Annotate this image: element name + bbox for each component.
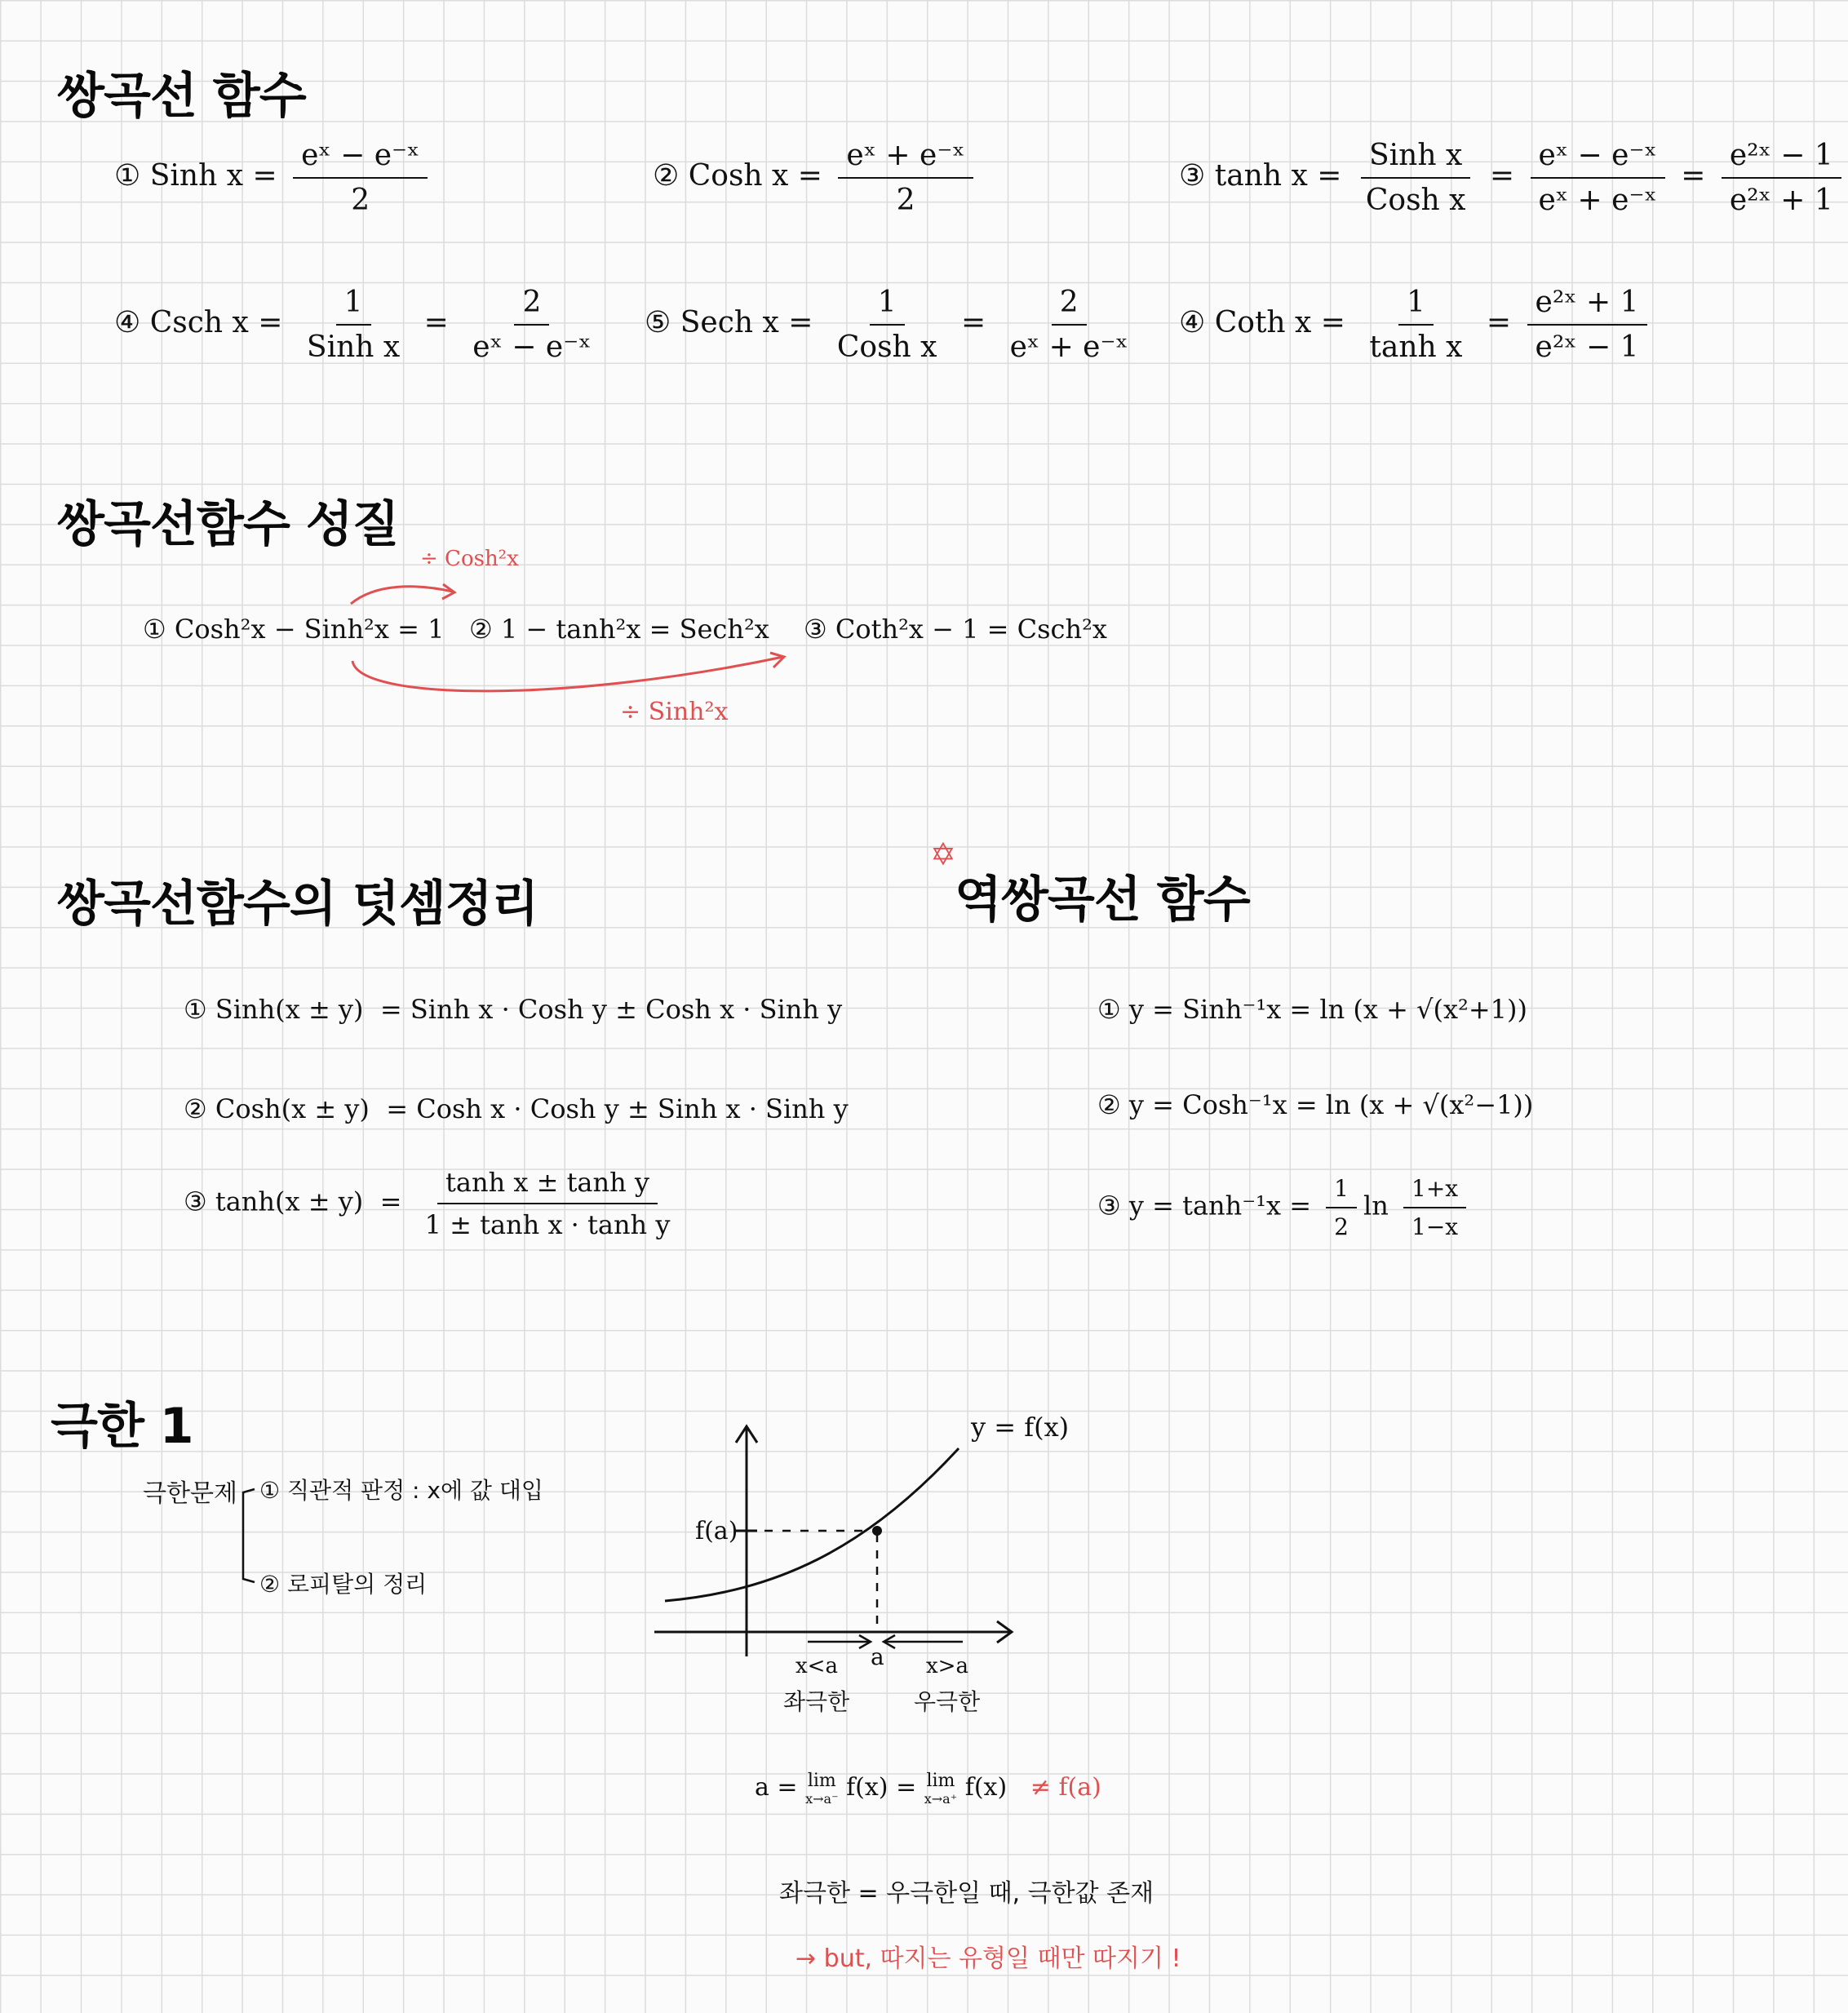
- limit-note-1: 좌극한 = 우극한일 때, 극한값 존재: [779, 1879, 1154, 1908]
- addition-3: ③ tanh(x ± y) = $\frac{\text{tanh x ± tanh y}}{\text{1 ± tanh x · tanh y}}$: [184, 1167, 671, 1240]
- fa-label: f(a): [695, 1517, 738, 1545]
- left-cond-label: x<a: [795, 1654, 838, 1678]
- inverse-1: ① y = Sinh⁻¹x = ln (x + √(x²+1)): [1097, 994, 1527, 1025]
- right-cond-label: x>a: [926, 1654, 968, 1678]
- section-title-hyperbolic: 쌍곡선 함수: [57, 68, 306, 125]
- num: ①: [114, 159, 141, 193]
- def-csch: ④ Csch x = $\frac{1}{\text{Sinh x}}$ = $\frac{2}{\text{eˣ − e⁻ˣ}}$: [114, 286, 592, 364]
- left-limit-name: 좌극한: [783, 1688, 850, 1715]
- arrow-bottom-label: ÷ Sinh²x: [620, 698, 729, 726]
- star-icon: ✡: [930, 836, 956, 872]
- lhs: Sinh x =: [149, 159, 277, 193]
- addition-2: ② Cosh(x ± y) = Cosh x · Cosh y ± Sinh x · Sinh y: [184, 1093, 849, 1124]
- arrow-top: [351, 587, 453, 604]
- curve-label: y = f(x): [971, 1412, 1070, 1443]
- limit-branch-2: ② 로피탈의 정리: [259, 1571, 428, 1598]
- limit-branch-1: ① 직관적 판정 : x에 값 대입: [259, 1477, 543, 1504]
- section-title-limit: 극한 1: [51, 1398, 193, 1455]
- def-sech: ⑤ Sech x = $\frac{1}{\text{Cosh x}}$ = $\frac{2}{\text{eˣ + e⁻ˣ}}$: [645, 286, 1128, 364]
- inverse-2: ② y = Cosh⁻¹x = ln (x + √(x²−1)): [1097, 1089, 1534, 1120]
- property-2: ② 1 − tanh²x = Sech²x: [469, 614, 769, 645]
- right-limit-name: 우극한: [914, 1688, 981, 1715]
- def-sinh: ① Sinh x = $\frac{\text{eˣ − e⁻ˣ}}{2}$: [114, 139, 434, 217]
- arrow-top-label: ÷ Cosh²x: [420, 547, 519, 571]
- property-1: ① Cosh²x − Sinh²x = 1: [143, 614, 445, 645]
- section-title-inverse: 역쌍곡선 함수: [955, 871, 1250, 929]
- def-coth: ④ Coth x = $\frac{1}{\text{tanh x}}$ = $\frac{\text{e²ˣ + 1}}{\text{e²ˣ − 1}}$: [1179, 286, 1654, 364]
- limit-problem-label: 극한문제: [143, 1479, 237, 1508]
- a-label: a: [871, 1643, 884, 1670]
- def-tanh: ③ tanh x = $\frac{\text{Sinh x}}{\text{Cosh x}}$ = $\frac{\text{eˣ − e⁻ˣ}}{\text{eˣ + e⁻ˣ}}$ = $\frac{\text{e²ˣ − 1}}{\text{e²ˣ + 1}}$: [1179, 139, 1848, 217]
- limit-formula: a = lim x→a⁻ f(x) = lim x→a⁺ f(x) ≠ f(a): [755, 1771, 1101, 1807]
- addition-1: ① Sinh(x ± y) = Sinh x · Cosh y ± Cosh x · Sinh y: [184, 994, 843, 1025]
- section-title-addition: 쌍곡선함수의 덧셈정리: [57, 876, 538, 933]
- inverse-3: ③ y = tanh⁻¹x = $\frac{1}{2}$ ln $\frac{1+x}{1-x}$: [1097, 1175, 1473, 1240]
- def-cosh: ② Cosh x = $\frac{\text{eˣ + e⁻ˣ}}{2}$: [653, 139, 980, 217]
- property-3: ③ Coth²x − 1 = Csch²x: [804, 614, 1107, 645]
- limit-note-2: → but, 따지는 유형일 때만 따지기 !: [795, 1944, 1181, 1973]
- arrow-bottom: [352, 657, 783, 691]
- branch-bracket: [237, 1481, 261, 1591]
- section-title-properties: 쌍곡선함수 성질: [57, 496, 399, 553]
- limit-graph: [636, 1387, 1093, 1730]
